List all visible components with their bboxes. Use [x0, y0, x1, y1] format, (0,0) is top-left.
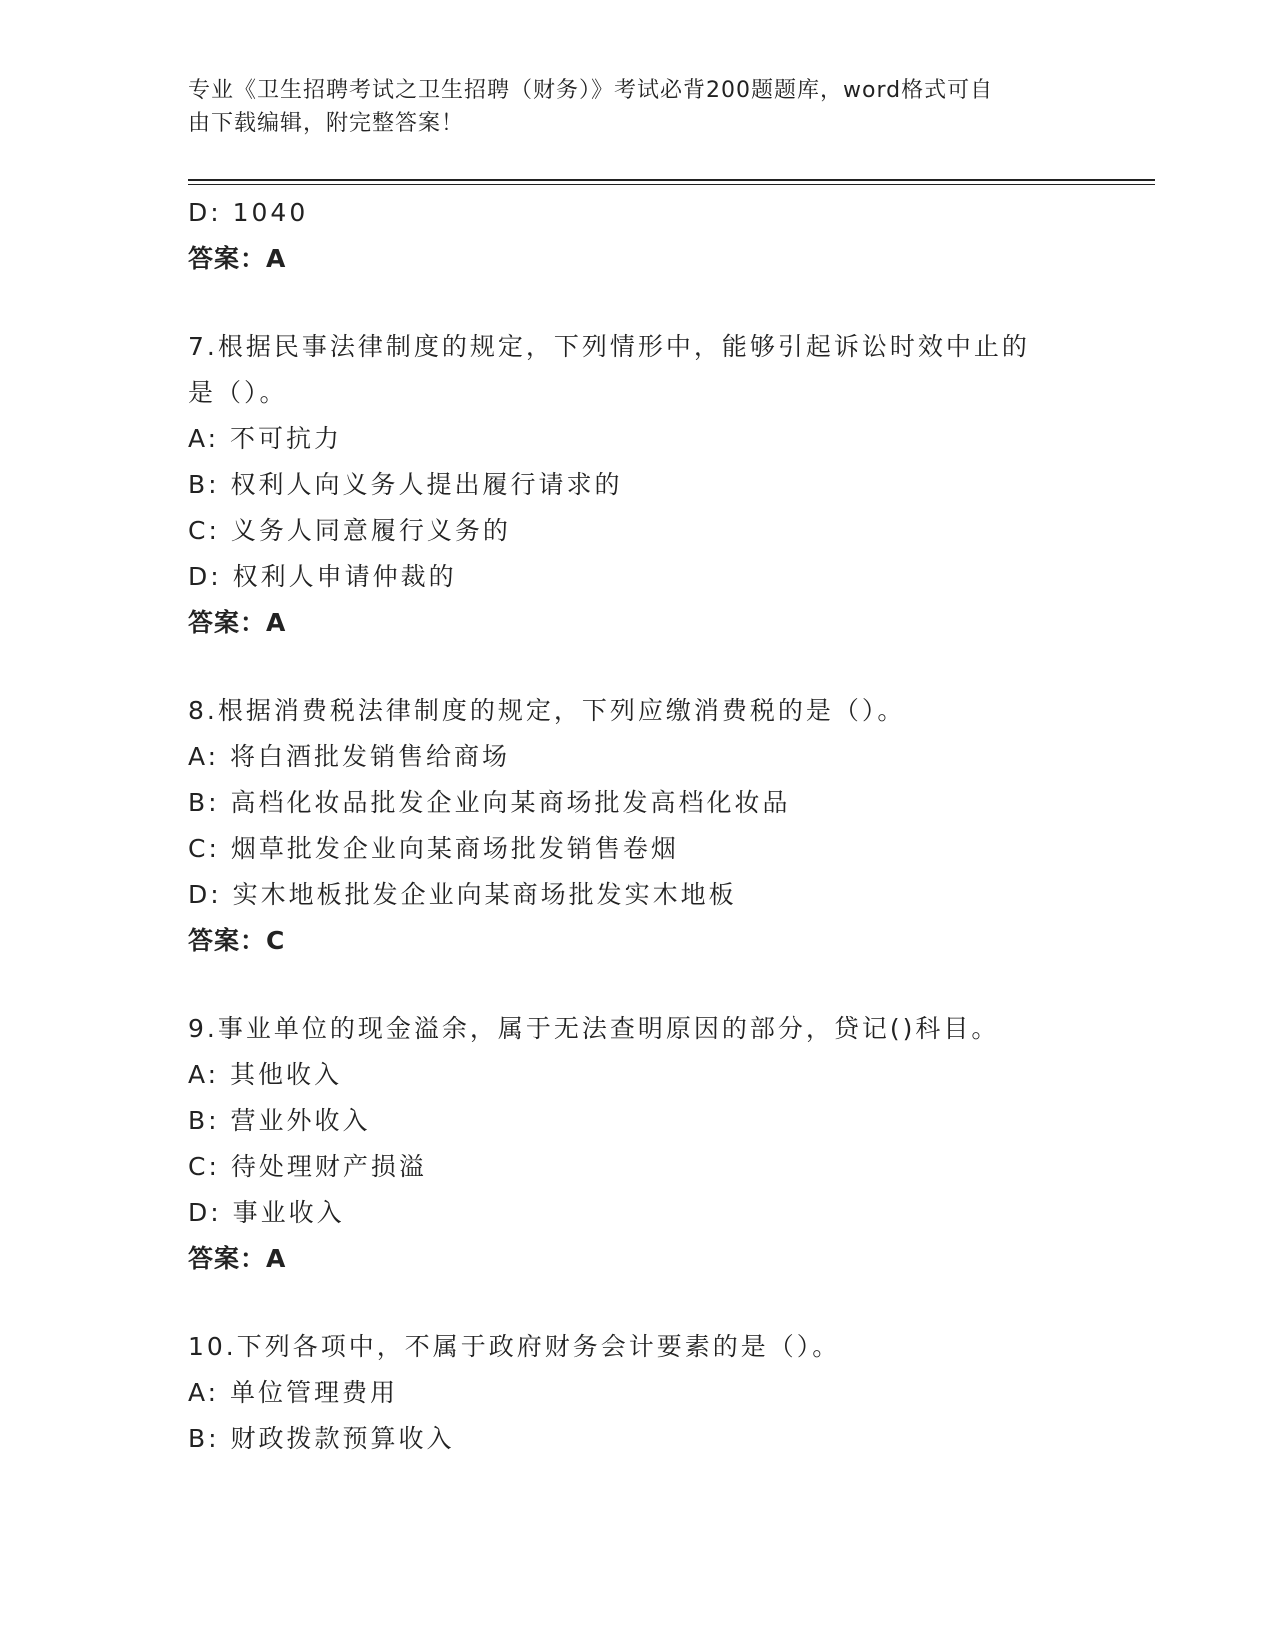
option-c: C: 烟草批发企业向某商场批发销售卷烟: [188, 834, 679, 863]
option-a: A: 不可抗力: [188, 424, 343, 453]
option-c: C: 义务人同意履行义务的: [188, 516, 511, 545]
question-list: [188, 190, 1148, 1462]
question-10: [188, 1324, 1148, 1462]
spacer: [188, 646, 1148, 688]
question-6-tail: [188, 190, 1148, 282]
question-stem: 8.根据消费税法律制度的规定，下列应缴消费税的是（）。: [188, 696, 906, 725]
question-stem: 7.根据民事法律制度的规定，下列情形中，能够引起诉讼时效中止的: [188, 332, 1030, 361]
document-header: [188, 74, 1088, 140]
question-9: [188, 1006, 1148, 1282]
spacer: [188, 282, 1148, 324]
header-line-2: 由下载编辑，附完整答案！: [188, 111, 465, 136]
option-a: A: 单位管理费用: [188, 1378, 399, 1407]
option-b: B: 财政拨款预算收入: [188, 1424, 455, 1453]
question-stem: 10.下列各项中，不属于政府财务会计要素的是（）。: [188, 1332, 841, 1361]
header-line-1: 专业《卫生招聘考试之卫生招聘（财务）》考试必背200题题库，word格式可自: [188, 78, 994, 103]
answer: 答案：A: [188, 608, 287, 637]
option-d: D: 权利人申请仲裁的: [188, 562, 457, 591]
option-b: B: 营业外收入: [188, 1106, 371, 1135]
option-a: A: 将白酒批发销售给商场: [188, 742, 511, 771]
header-divider-thin: [188, 184, 1155, 185]
option-b: B: 高档化妆品批发企业向某商场批发高档化妆品: [188, 788, 791, 817]
spacer: [188, 1282, 1148, 1324]
option-c: C: 待处理财产损溢: [188, 1152, 427, 1181]
option-d: D: 1040: [188, 198, 309, 227]
question-7: [188, 324, 1148, 646]
spacer: [188, 964, 1148, 1006]
answer: 答案：C: [188, 926, 286, 955]
answer: 答案：A: [188, 1244, 287, 1273]
header-divider-thick: [188, 179, 1155, 181]
option-d: D: 实木地板批发企业向某商场批发实木地板: [188, 880, 737, 909]
answer: 答案：A: [188, 244, 287, 273]
option-d: D: 事业收入: [188, 1198, 345, 1227]
question-stem-continued: 是（）。: [188, 378, 288, 407]
option-b: B: 权利人向义务人提出履行请求的: [188, 470, 623, 499]
question-stem: 9.事业单位的现金溢余，属于无法查明原因的部分，贷记()科目。: [188, 1014, 1000, 1043]
option-a: A: 其他收入: [188, 1060, 343, 1089]
question-8: [188, 688, 1148, 964]
